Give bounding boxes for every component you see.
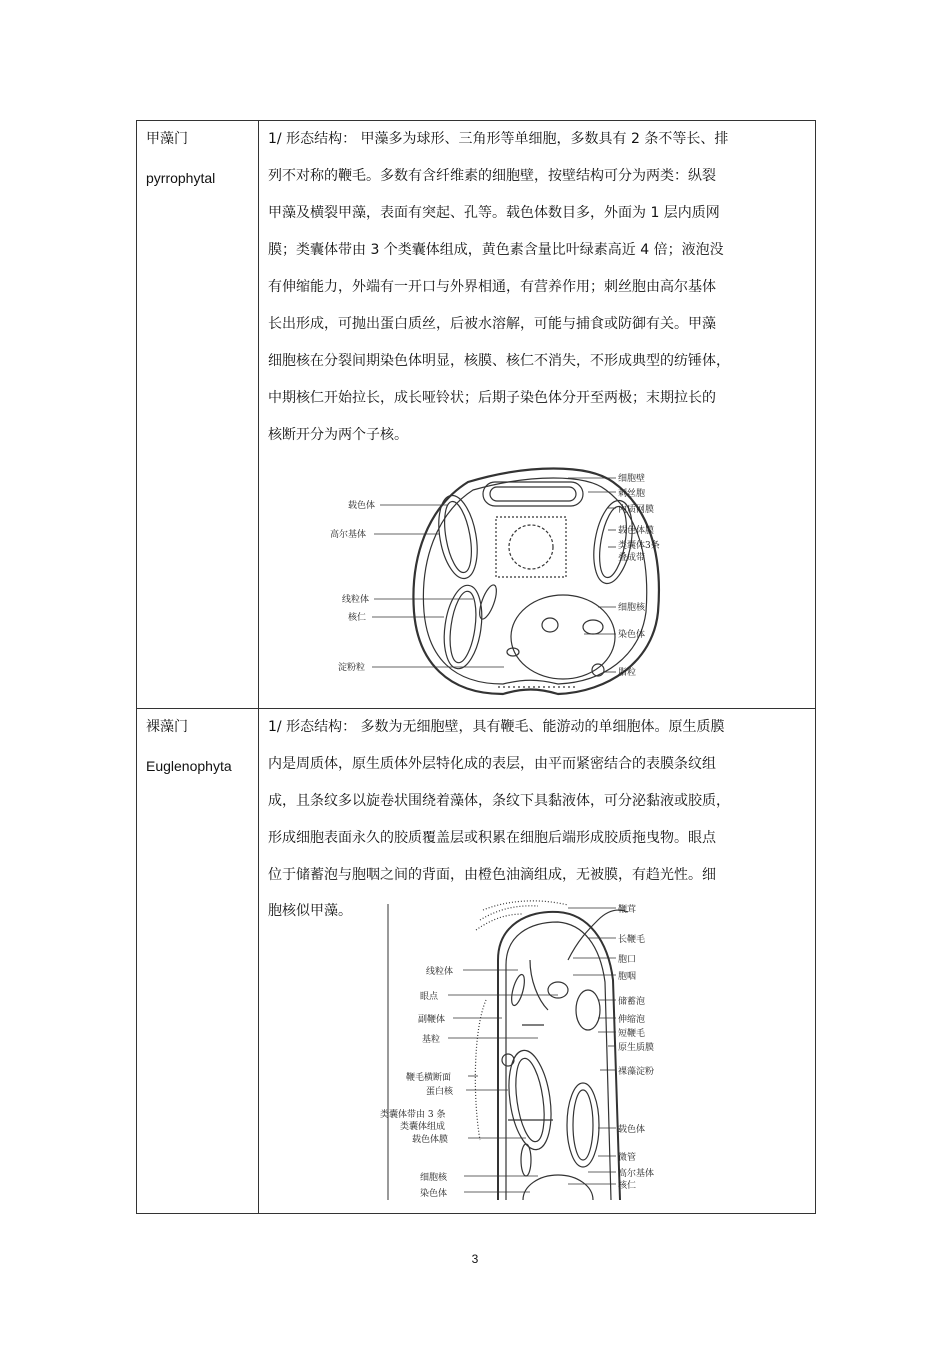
- figure-label: 染色体: [618, 630, 646, 640]
- phylum-name-en: Euglenophyta: [146, 758, 232, 774]
- table-row: [137, 709, 816, 1214]
- figure-label: 类囊体组成: [400, 1122, 446, 1132]
- figure-label: 基粒: [422, 1035, 441, 1045]
- figure-label: 裸藻淀粉: [618, 1067, 655, 1077]
- phylum-name-cn: 甲藻门: [146, 131, 188, 147]
- text-line: 列不对称的鞭毛。多数有含纤维素的细胞壁，按壁结构可分为两类：纵裂: [268, 168, 716, 184]
- euglena-diagram: [268, 900, 808, 1200]
- text-line: 1/ 形态结构： 多数为无细胞壁，具有鞭毛、能游动的单细胞体。原生质膜: [268, 719, 725, 735]
- description-text: [268, 717, 807, 902]
- figure-label: 胞口: [618, 955, 637, 965]
- figure-label: 染色体: [420, 1189, 448, 1199]
- description-text: [268, 129, 807, 462]
- figure-label: 细胞壁: [618, 474, 646, 484]
- page-number: 3: [471, 1252, 479, 1266]
- figure-label: 鞭茸: [618, 905, 637, 915]
- figure-label: 原生质膜: [618, 1043, 655, 1053]
- figure-label: 类囊体带由 3 条: [380, 1110, 446, 1120]
- text-line: 有伸缩能力，外端有一开口与外界相通，有营养作用；刺丝胞由高尔基体: [268, 279, 716, 295]
- euglena-cell-figure: [268, 900, 808, 1200]
- text-line: 胞核似甲藻。: [268, 903, 352, 919]
- figure-label: 眼点: [420, 992, 439, 1002]
- figure-label: 细胞核: [420, 1173, 448, 1183]
- figure-label: 长鞭毛: [618, 935, 646, 945]
- figure-label: 副鞭体: [418, 1015, 446, 1025]
- text-line: 内是周质体，原生质体外层特化成的表层，由平而紧密结合的表膜条纹组: [268, 756, 716, 772]
- figure-label: 载色体: [348, 501, 376, 511]
- text-line: 膜；类囊体带由 3 个类囊体组成，黄色素含量比叶绿素高近 4 倍；液泡没: [268, 242, 724, 258]
- figure-label: 高尔基体: [330, 530, 367, 540]
- text-line: 细胞核在分裂间期染色体明显，核膜、核仁不消失，不形成典型的纺锤体，: [268, 353, 730, 369]
- figure-label: 淀粉粒: [338, 663, 366, 673]
- text-line: 长出形成，可抛出蛋白质丝，后被水溶解，可能与捕食或防御有关。甲藻: [268, 316, 716, 332]
- phylum-name-cn: 裸藻门: [146, 719, 188, 735]
- phylum-name-cell: [137, 121, 259, 709]
- figure-label: 类囊体3条: [618, 541, 660, 551]
- phylum-name-en: pyrrophytal: [146, 170, 216, 186]
- figure-label: 线粒体: [342, 595, 370, 605]
- figure-label: 高尔基体: [618, 1169, 655, 1179]
- text-line: 甲藻及横裂甲藻，表面有突起、孔等。载色体数目多，外面为 1 层内质网: [268, 205, 720, 221]
- text-line: 中期核仁开始拉长，成长哑铃状；后期子染色体分开至两极；末期拉长的: [268, 390, 716, 406]
- figure-label: 核仁: [348, 613, 367, 623]
- text-line: 位于储蓄泡与胞咽之间的背面，由橙色油滴组成，无被膜，有趋光性。细: [268, 867, 716, 883]
- figure-label: 伸缩泡: [618, 1015, 646, 1025]
- text-line: 核断开分为两个子核。: [268, 427, 408, 443]
- text-line: 成，且条纹多以旋卷状围绕着藻体，条纹下具黏液体，可分泌黏液或胶质，: [268, 793, 730, 809]
- dinoflagellate-cell-figure: [268, 462, 808, 707]
- phylum-name-cell: [137, 709, 259, 1214]
- figure-label: 载色体膜: [412, 1135, 449, 1145]
- figure-label: 储蓄泡: [618, 997, 646, 1007]
- figure-label: 短鞭毛: [618, 1029, 646, 1039]
- figure-label: 载色体: [618, 1125, 646, 1135]
- description-cell: [259, 709, 816, 1214]
- figure-label: 鞭毛横断面: [406, 1073, 452, 1083]
- figure-label: 载色体膜: [618, 526, 655, 536]
- figure-label: 内质网膜: [618, 505, 655, 515]
- figure-label: 刺丝胞: [618, 489, 646, 499]
- text-line: 1/ 形态结构： 甲藻多为球形、三角形等单细胞，多数具有 2 条不等长、排: [268, 131, 729, 147]
- algae-table: [136, 120, 816, 1214]
- table-row: [137, 121, 816, 709]
- figure-label: 细胞核: [618, 603, 646, 613]
- text-line: 形成细胞表面永久的胶质覆盖层或积累在细胞后端形成胶质拖曳物。眼点: [268, 830, 716, 846]
- figure-label: 核仁: [618, 1181, 637, 1191]
- figure-label: 线粒体: [426, 967, 454, 977]
- figure-label: 蛋白核: [426, 1087, 454, 1097]
- figure-label: 叠成带: [618, 553, 646, 563]
- figure-label: 微管: [618, 1153, 637, 1163]
- description-cell: [259, 121, 816, 709]
- figure-label: 胞咽: [618, 972, 637, 982]
- figure-label: 脂粒: [618, 668, 637, 678]
